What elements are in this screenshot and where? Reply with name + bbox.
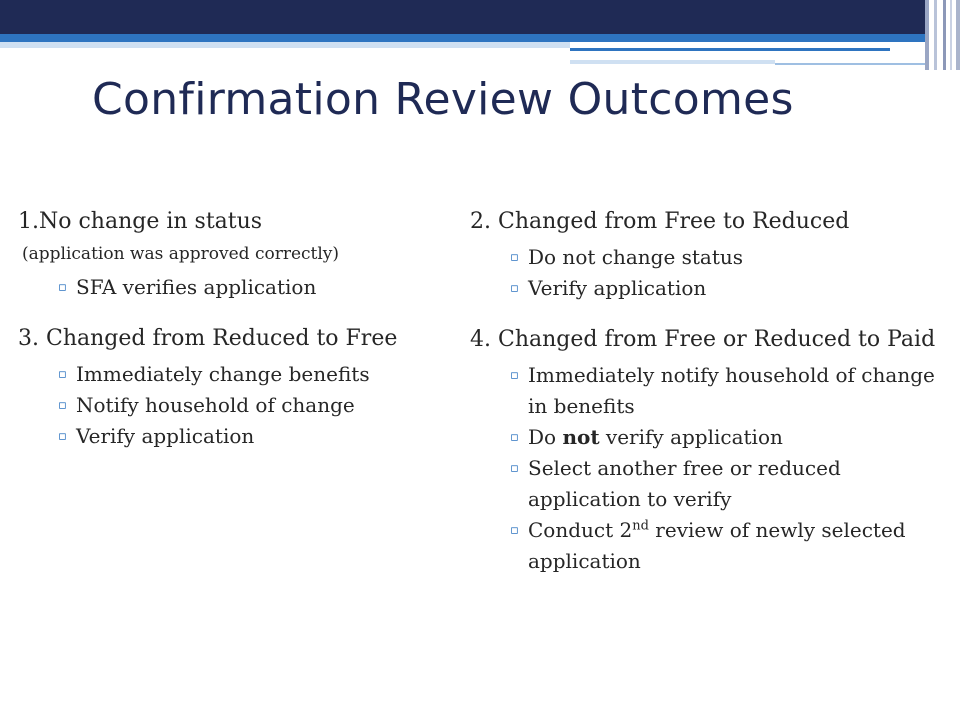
emphasis-not: not [562, 425, 600, 449]
section-1-note: (application was approved correctly) [22, 244, 340, 264]
section-1-list [18, 272, 448, 303]
bullet-icon: ▫ [510, 281, 519, 296]
list-item: ▫ Verify application [510, 273, 958, 304]
bullet-icon: ▫ [510, 523, 519, 538]
section-4-list [470, 360, 958, 577]
section-3-list [18, 359, 448, 452]
header-line-2 [570, 60, 775, 64]
list-item: ▫ Notify household of change [58, 390, 448, 421]
header-bar-light [0, 42, 570, 48]
bullet-icon: ▫ [58, 429, 67, 444]
bullet-icon: ▫ [58, 367, 67, 382]
section-3-heading: 3. Changed from Reduced to Free [18, 326, 398, 351]
list-item: ▫ Conduct 2nd review of newly selected application [510, 515, 958, 577]
right-column [470, 208, 958, 577]
bullet-icon: ▫ [510, 368, 519, 383]
header-bar-navy [0, 0, 925, 34]
list-item: ▫ Immediately notify household of change in benefits [510, 360, 958, 422]
list-item: ▫ Do not verify application [510, 422, 958, 453]
slide-title: Confirmation Review Outcomes [92, 74, 794, 125]
header-vertical-stripes [925, 0, 960, 70]
list-item: ▫ Immediately change benefits [58, 359, 448, 390]
section-1-heading: 1.No change in status [18, 209, 263, 234]
bullet-icon: ▫ [58, 280, 67, 295]
header-line-1 [570, 48, 890, 51]
section-2-list [470, 242, 958, 304]
header-line-3 [775, 63, 925, 65]
bullet-icon: ▫ [510, 430, 519, 445]
header-decoration [0, 0, 960, 70]
bullet-icon: ▫ [58, 398, 67, 413]
section-2-heading: 2. Changed from Free to Reduced [470, 209, 850, 234]
ordinal-suffix: nd [632, 518, 649, 534]
list-item: ▫ Verify application [58, 421, 448, 452]
bullet-icon: ▫ [510, 461, 519, 476]
header-bar-blue [0, 34, 925, 42]
bullet-icon: ▫ [510, 250, 519, 265]
left-column [18, 208, 448, 452]
list-item: ▫ Do not change status [510, 242, 958, 273]
list-item: ▫ Select another free or reduced application to verify [510, 453, 958, 515]
list-item: ▫ SFA verifies application [58, 272, 448, 303]
section-4-heading: 4. Changed from Free or Reduced to Paid [470, 327, 936, 352]
